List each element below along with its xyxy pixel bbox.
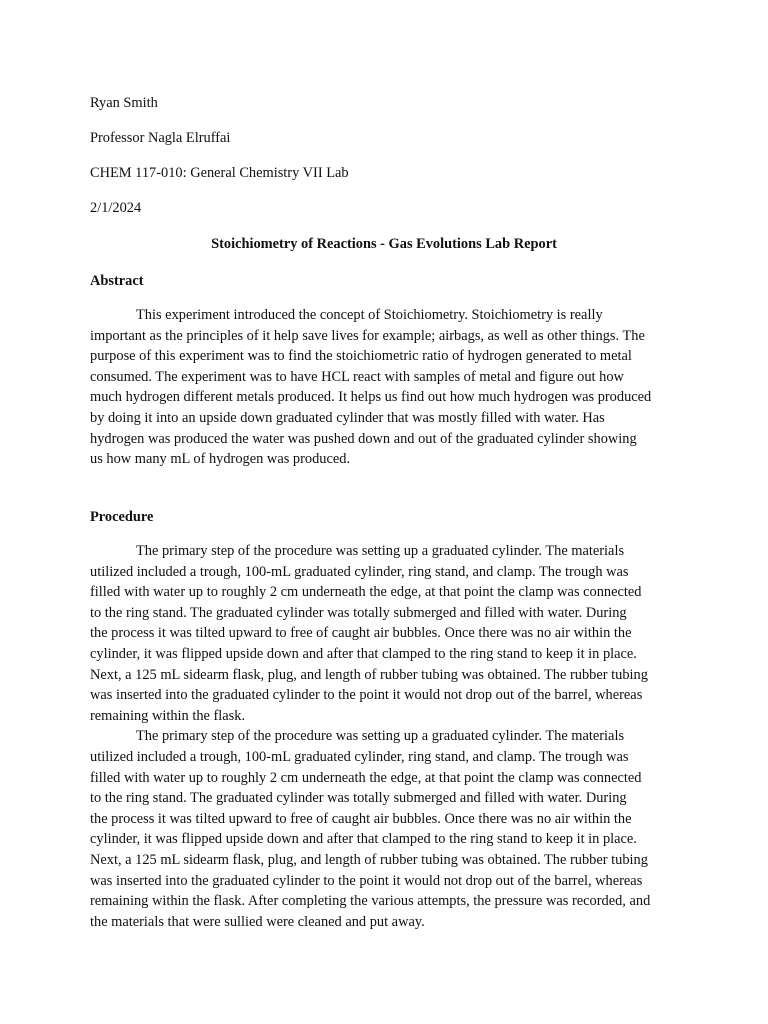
- procedure-line: cylinder, it was flipped upside down and after that clamped to the ring stand to keep it in place.: [90, 831, 637, 848]
- procedure-line: to the ring stand. The graduated cylinder was totally submerged and filled with water. During: [90, 790, 627, 807]
- procedure-line: filled with water up to roughly 2 cm underneath the edge, at that point the clamp was connected: [90, 584, 642, 601]
- abstract-line: consumed. The experiment was to have HCL react with samples of metal and figure out how: [90, 368, 624, 385]
- procedure-line: the process it was tilted upward to free of caught air bubbles. Once there was no air within the: [90, 810, 632, 827]
- procedure-line: the materials that were sullied were cleaned and put away.: [90, 913, 425, 930]
- procedure-line: utilized included a trough, 100-mL graduated cylinder, ring stand, and clamp. The trough was: [90, 748, 629, 765]
- professor-name: Professor Nagla Elruffai: [90, 130, 231, 146]
- abstract-line: important as the principles of it help save lives for example; airbags, as well as other things. The: [90, 327, 645, 344]
- abstract-line: us how many mL of hydrogen was produced.: [90, 451, 351, 468]
- procedure-line: was inserted into the graduated cylinder to the point it would not drop out of the barrel, whereas: [90, 872, 643, 889]
- author-name: Ryan Smith: [90, 95, 158, 111]
- procedure-line: utilized included a trough, 100-mL graduated cylinder, ring stand, and clamp. The trough was: [90, 563, 629, 580]
- procedure-line: remaining within the flask. After completing the various attempts, the pressure was recorded, and: [90, 893, 651, 910]
- procedure-heading: Procedure: [90, 509, 154, 525]
- abstract-line: hydrogen was produced the water was pushed down and out of the graduated cylinder showing: [90, 430, 637, 447]
- report-title: Stoichiometry of Reactions - Gas Evolutions Lab Report: [211, 236, 557, 252]
- procedure-line: The primary step of the procedure was setting up a graduated cylinder. The materials: [136, 728, 625, 745]
- procedure-line: filled with water up to roughly 2 cm underneath the edge, at that point the clamp was connected: [90, 769, 642, 786]
- procedure-paragraph-1: [90, 541, 690, 932]
- procedure-line: The primary step of the procedure was setting up a graduated cylinder. The materials: [136, 543, 625, 559]
- abstract-paragraph: [90, 305, 690, 470]
- abstract-line: much hydrogen different metals produced. It helps us find out how much hydrogen was produced: [90, 389, 652, 406]
- report-date: 2/1/2024: [90, 200, 142, 216]
- procedure-line: Next, a 125 mL sidearm flask, plug, and length of rubber tubing was obtained. The rubber tubing: [90, 666, 648, 683]
- course-name: CHEM 117-010: General Chemistry VII Lab: [90, 165, 349, 181]
- procedure-line: cylinder, it was flipped upside down and after that clamped to the ring stand to keep it in place.: [90, 645, 637, 662]
- procedure-line: to the ring stand. The graduated cylinder was totally submerged and filled with water. During: [90, 604, 627, 621]
- abstract-heading: Abstract: [90, 273, 144, 289]
- abstract-line: purpose of this experiment was to find the stoichiometric ratio of hydrogen generated to metal: [90, 348, 632, 365]
- abstract-line: by doing it into an upside down graduated cylinder that was mostly filled with water. Has: [90, 409, 605, 426]
- procedure-line: Next, a 125 mL sidearm flask, plug, and length of rubber tubing was obtained. The rubber tubing: [90, 851, 648, 868]
- procedure-line: was inserted into the graduated cylinder to the point it would not drop out of the barrel, whereas: [90, 687, 643, 704]
- procedure-line: the process it was tilted upward to free of caught air bubbles. Once there was no air within the: [90, 625, 632, 642]
- procedure-line: remaining within the flask.: [90, 707, 246, 724]
- abstract-line: This experiment introduced the concept of Stoichiometry. Stoichiometry is really: [136, 307, 603, 323]
